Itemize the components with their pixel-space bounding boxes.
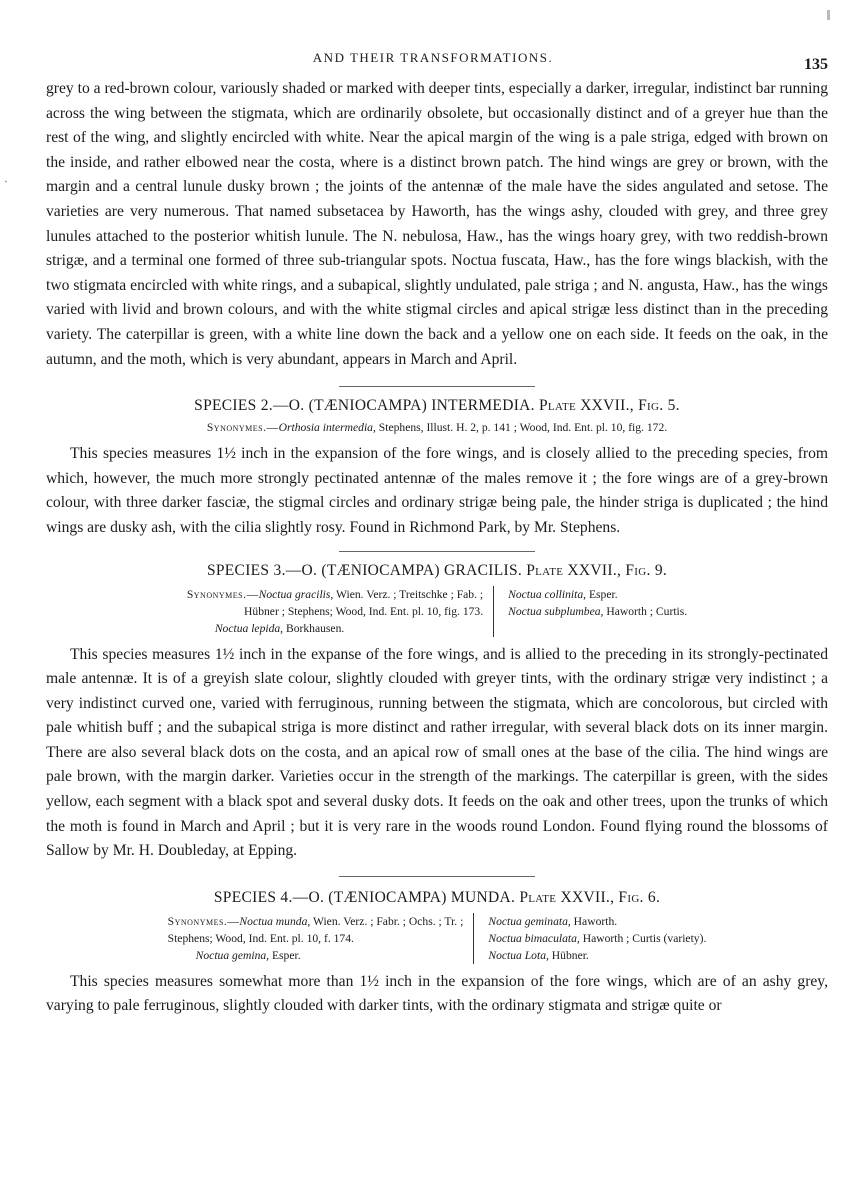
species-3-title: SPECIES 3.—O. (TÆNIOCAMPA) GRACILIS. xyxy=(206,561,523,579)
synonym-name: Noctua munda, xyxy=(239,914,311,928)
paper-mark: ˋ xyxy=(4,178,8,192)
section-divider xyxy=(339,876,535,877)
synonyms-right-column xyxy=(494,586,687,637)
synonym-line xyxy=(508,586,687,603)
synonym-line xyxy=(187,620,483,637)
synonym-reference: Hübner ; Stephens; Wood, Ind. Ent. pl. 10, fig. 173. xyxy=(244,604,484,618)
synonym-reference: Esper. xyxy=(586,587,618,601)
species-2-heading xyxy=(46,397,828,415)
synonym-reference: Haworth ; Curtis (variety). xyxy=(579,931,707,945)
synonym-reference: Wien. Verz. ; Treitschke ; Fab. ; xyxy=(333,587,484,601)
species-2-title: SPECIES 2.—O. (TÆNIOCAMPA) INTERMEDIA. xyxy=(194,397,535,415)
synonym-reference: Stephens, Illust. H. 2, p. 141 ; Wood, Ind. Ent. pl. 10, fig. 172. xyxy=(375,421,668,435)
synonym-line xyxy=(187,586,483,603)
intro-paragraph: grey to a red-brown colour, variously shaded or marked with deeper tints, especially a darker, irregular, indistinct bar running across the wing between the stigmata, which are ordinarily obsolete, but occasionally distinct and of a greyer hue than the rest of the wing, and slightly encircled with white. Near the apical margin of the wing is a pale striga, edged with brown on the inside, and rather elbowed near the costa, where is a distinct brown patch. The hind wings are grey or brown, with the margin and a central lunule dusky brown ; the joints of the antennæ of the male have the sides angulated and setose. The varieties are very numerous. That named subsetacea by Haworth, has the wings ashy, clouded with grey, and three grey lunules attached to the posterior whitish lunule. The N. nebulosa, Haw., has the wings hoary grey, with two reddish-brown strigæ, and a terminal one formed of three sub-triangular spots. Noctua fuscata, Haw., has the fore wings blackish, with the two stigmata encircled with white rings, and a subapical, slightly undulated, pale striga ; and N. angusta, Haw., has the wings varied with livid and brown colours, and with the white stigmal circles and apical strigæ less distinct than in the preceding variety. The caterpillar is green, with a white line down the back and a yellow one on each side. It feeds on the oak, in the autumn, and the moth, which is very abundant, appears in March and April. xyxy=(46,80,828,368)
synonym-line xyxy=(168,930,464,947)
species-2-plate-ref: Plate XXVII., Fig. 5. xyxy=(539,397,680,415)
synonyms-left-column xyxy=(168,913,475,964)
section-divider xyxy=(339,386,535,387)
synonym-reference: Borkhausen. xyxy=(283,621,345,635)
species-4-plate-ref: Plate XXVII., Fig. 6. xyxy=(519,888,661,906)
page-number: 135 xyxy=(804,56,828,73)
synonym-reference: Wien. Verz. ; Fabr. ; Ochs. ; Tr. ; xyxy=(310,914,464,928)
text-column xyxy=(46,77,828,1019)
species-3-plate-ref: Plate XXVII., Fig. 9. xyxy=(526,561,668,579)
synonym-reference: Stephens; Wood, Ind. Ent. pl. 10, f. 174. xyxy=(167,931,354,945)
species-4-heading xyxy=(46,889,828,907)
synonym-line xyxy=(488,930,706,947)
synonyms-right-column xyxy=(474,913,706,964)
species-4-synonyms xyxy=(46,913,828,964)
synonym-name: Noctua gemina, xyxy=(195,948,270,962)
synonym-line xyxy=(168,913,464,930)
species-2-synonyms xyxy=(46,420,828,436)
synonym-name: Noctua bimaculata, xyxy=(488,931,580,945)
synonym-line xyxy=(187,603,483,620)
synonyms-label: Synonymes.— xyxy=(167,914,240,928)
synonym-reference: Haworth ; Curtis. xyxy=(603,604,688,618)
species-3-section xyxy=(46,562,828,864)
synonym-name: Noctua collinita, xyxy=(508,587,587,601)
section-divider xyxy=(339,551,535,552)
synonym-line xyxy=(488,913,706,930)
synonym-name: Noctua lepida, xyxy=(214,621,284,635)
synonyms-label: Synonymes.— xyxy=(186,587,259,601)
synonym-name: Noctua Lota, xyxy=(488,948,549,962)
species-3-synonyms xyxy=(46,586,828,637)
synonym-line xyxy=(168,947,464,964)
species-4-description: This species measures somewhat more than 1½ inch in the expansion of the fore wings, which are of an ashy grey, varying to pale ferruginous, slightly clouded with darker tints, with the ordinary stigmata and strigæ quite or xyxy=(46,972,828,1015)
synonym-reference: Hübner. xyxy=(548,948,589,962)
synonym-reference: Haworth. xyxy=(570,914,618,928)
synonyms-left-column xyxy=(187,586,494,637)
species-4-section xyxy=(46,889,828,1019)
synonym-line xyxy=(508,603,687,620)
synonym-line xyxy=(488,947,706,964)
running-title: AND THEIR TRANSFORMATIONS. xyxy=(312,50,554,65)
synonym-name: Noctua subplumbea, xyxy=(508,604,604,618)
synonym-name: Noctua gracilis, xyxy=(258,587,334,601)
species-3-description: This species measures 1½ inch in the expanse of the fore wings, and is allied to the preceding in its strongly-pectinated male antennæ. It is of a greyish slate colour, slightly clouded with greyer tints, with the ordinary strigæ very indistinct ; a very indistinct curved one, varied with ferruginous, running between the stigmata, which are concolorous, but circled with pale whitish buff ; and the subapical striga is more distinct and rather irregular, with several black dots on its inner margin. There are also several black dots on the costa, and an apical row of small ones at the base of the cilia. The hind wings are pale brown, with the margin darker. Varieties occur in the strength of the markings. The caterpillar is green, with the sides yellow, each segment with a black spot and several dusky dots. It feeds on the oak and other trees, upon the trunks of which the moth is found in March and April ; but it is very rare in the woods round London. Found flying round the blossoms of Sallow by Mr. H. Doubleday, at Epping. xyxy=(46,645,828,860)
synonym-reference: Esper. xyxy=(269,948,301,962)
synonyms-label: Synonymes.— xyxy=(206,421,279,435)
species-3-heading xyxy=(46,562,828,580)
synonym-name: Noctua geminata, xyxy=(488,914,571,928)
paper-speck xyxy=(827,10,830,20)
species-2-section xyxy=(46,397,828,540)
species-2-description: This species measures 1½ inch in the expansion of the fore wings, and is closely allied to the preceding species, from which, however, the much more strongly pectinated antennæ of the males remove it ; the fore wings are of a grey-brown colour, with three darker fasciæ, the stigmal circles and ordinary strigæ being pale, the hinder striga is duplicated ; the hind wings are dusky ash, with the cilia slightly rosy. Found in Richmond Park, by Mr. Stephens. xyxy=(46,445,828,536)
species-4-title: SPECIES 4.—O. (TÆNIOCAMPA) MUNDA. xyxy=(213,888,516,906)
synonym-name: Orthosia intermedia, xyxy=(278,421,376,435)
